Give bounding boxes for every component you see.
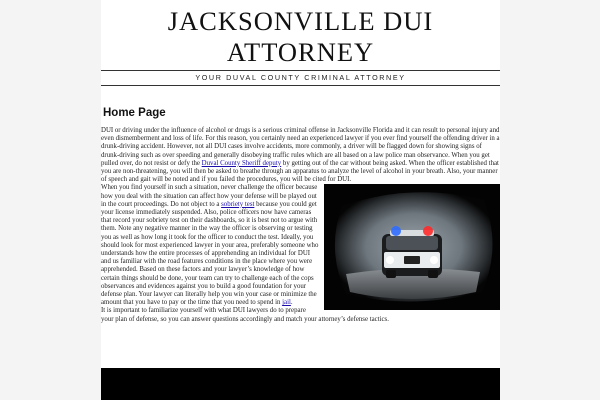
paragraph-1-text-a: DUI or driving under the influence of alcohol or drugs is a serious criminal offense in Jacksonville Florida and it can result to personal injury and even dismemberment and loss of life. For this reason, you certainly need an experienced lawyer if you ever find yourself the offending driver in a drunk-driving accident. However, not all DUI cases involve accidents, more commonly, a driver will be flagged down for showing signs of drunk-driving such as over speeding and generally disobeying traffic rules which are all based on a law police man observance. When you get pulled over, do not resist or defy the [101,127,500,167]
header-divider-top [101,70,500,71]
page-heading: Home Page [103,107,166,119]
header-divider-bottom [101,85,500,86]
paragraph-1-text-b: by getting out of the car without being asked. When the officer established that you are non-threatening, you will then be asked to breathe through an apparatus to analyze the level of alcohol in your breath. Also, your manner of speech and gait will be noted and if you failed the procedures, you will be cited for DUI. [101,159,499,184]
site-title-line1: JACKSONVILLE DUI [167,6,434,36]
paragraph-2-text-b: because you could get your license immediately suspended. Also, police officers now have cameras that record your sobriety test on their dashboards, so it is best not to argue with them. Note any negative manner in the way the officer is observing or testing you as well as how long it took for the officer to conduct the test. Ideally, you should look for most experienced lawyer in your area, preferably someone who understands how the entire processes of apprehending an individual for DUI and us familiar with the road features conditions in the place where you were apprehended. Based on these factors and your lawyer’s knowledge of how certain things should be done, your team can try to challenge each of the cops observances and evidences against you to build a good foundation for your defense plan. Your lawyer can literally help you win your case or minimize the amount that you have to pay or the time that you need to spend in [101,200,319,307]
paragraph-2-text-a: When you find yourself in such a situation, never challenge the officer because how you deal with the situation can affect how your defense will be played out in the court proceedings. Do not object to a [101,184,318,208]
site-tagline: YOUR DUVAL COUNTY CRIMINAL ATTORNEY [195,73,406,82]
paragraph-1 [101,127,500,184]
paragraph-3: It is important to familiarize yourself with what DUI lawyers do to prepare your plan of defense, so you can answer questions accordingly and match your attorney’s defense tactics. [101,307,389,323]
duval-sheriff-link[interactable]: Duval County Sheriff deputy [201,159,282,167]
site-title[interactable] [101,6,500,68]
police-car-mirror-photo-icon [324,184,500,310]
police-car-mirror-photo [324,184,500,310]
paragraph-2-text-c: . [290,299,293,307]
page-content [101,0,500,400]
article-body [101,127,500,324]
jail-link[interactable]: jail [282,299,291,307]
site-title-line2: ATTORNEY [226,37,375,67]
sobriety-test-link[interactable]: sobriety test [221,200,255,208]
footer-bar [101,368,500,400]
